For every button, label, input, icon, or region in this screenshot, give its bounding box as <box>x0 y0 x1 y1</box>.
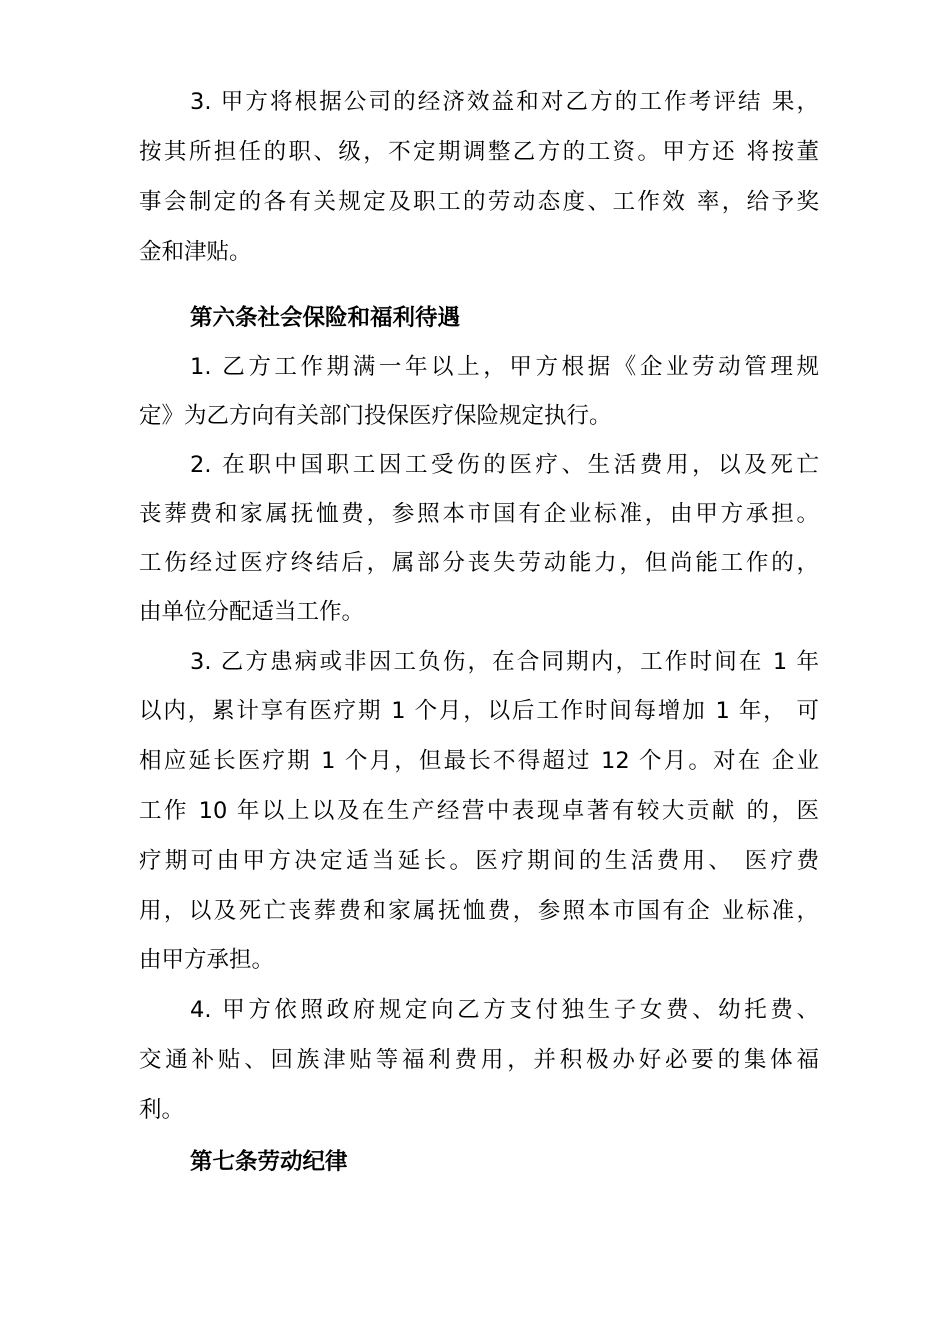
paragraph-line: 以内，累计享有医疗期 1 个月，以后工作时间每增加 1 年， 可 <box>139 698 819 724</box>
paragraph-line: 由单位分配适当工作。 <box>139 599 365 625</box>
paragraph-line: 疗期可由甲方决定适当延长。医疗期间的生活费用、 医疗费 <box>139 848 819 874</box>
paragraph-line: 定》为乙方向有关部门投保医疗保险规定执行。 <box>139 403 612 429</box>
paragraph-line: 丧葬费和家属抚恤费，参照本市国有企业标准，由甲方承担。 <box>139 501 819 527</box>
paragraph-line: 2. 在职中国职工因工受伤的医疗、生活费用，以及死亡 <box>190 452 819 478</box>
paragraph-line: 相应延长医疗期 1 个月，但最长不得超过 12 个月。对在 企业 <box>139 748 819 774</box>
paragraph-line: 工作 10 年以上以及在生产经营中表现卓著有较大贡献 的，医 <box>139 798 819 824</box>
article-6-heading: 第六条社会保险和福利待遇 <box>190 305 461 331</box>
paragraph-line: 1. 乙方工作期满一年以上，甲方根据《企业劳动管理规 <box>190 354 819 380</box>
paragraph-line: 用，以及死亡丧葬费和家属抚恤费，参照本市国有企 业标准， <box>139 898 819 924</box>
paragraph-line: 3. 乙方患病或非因工负伤，在合同期内，工作时间在 1 年 <box>190 649 819 675</box>
paragraph-line: 由甲方承担。 <box>139 947 275 973</box>
paragraph-line: 利。 <box>139 1097 185 1123</box>
paragraph-line: 按其所担任的职、级，不定期调整乙方的工资。甲方还 将按董 <box>139 139 819 165</box>
article-7-heading: 第七条劳动纪律 <box>190 1149 348 1175</box>
paragraph-line: 事会制定的各有关规定及职工的劳动态度、工作效 率，给予奖 <box>139 189 819 215</box>
paragraph-line: 金和津贴。 <box>139 239 252 265</box>
paragraph-line: 交通补贴、回族津贴等福利费用，并积极办好必要的集体福 <box>139 1047 819 1073</box>
paragraph-line: 3. 甲方将根据公司的经济效益和对乙方的工作考评结 果， <box>190 89 819 115</box>
paragraph-line: 4. 甲方依照政府规定向乙方支付独生子女费、幼托费、 <box>190 997 819 1023</box>
paragraph-line: 工伤经过医疗终结后，属部分丧失劳动能力，但尚能工作的， <box>139 550 819 576</box>
